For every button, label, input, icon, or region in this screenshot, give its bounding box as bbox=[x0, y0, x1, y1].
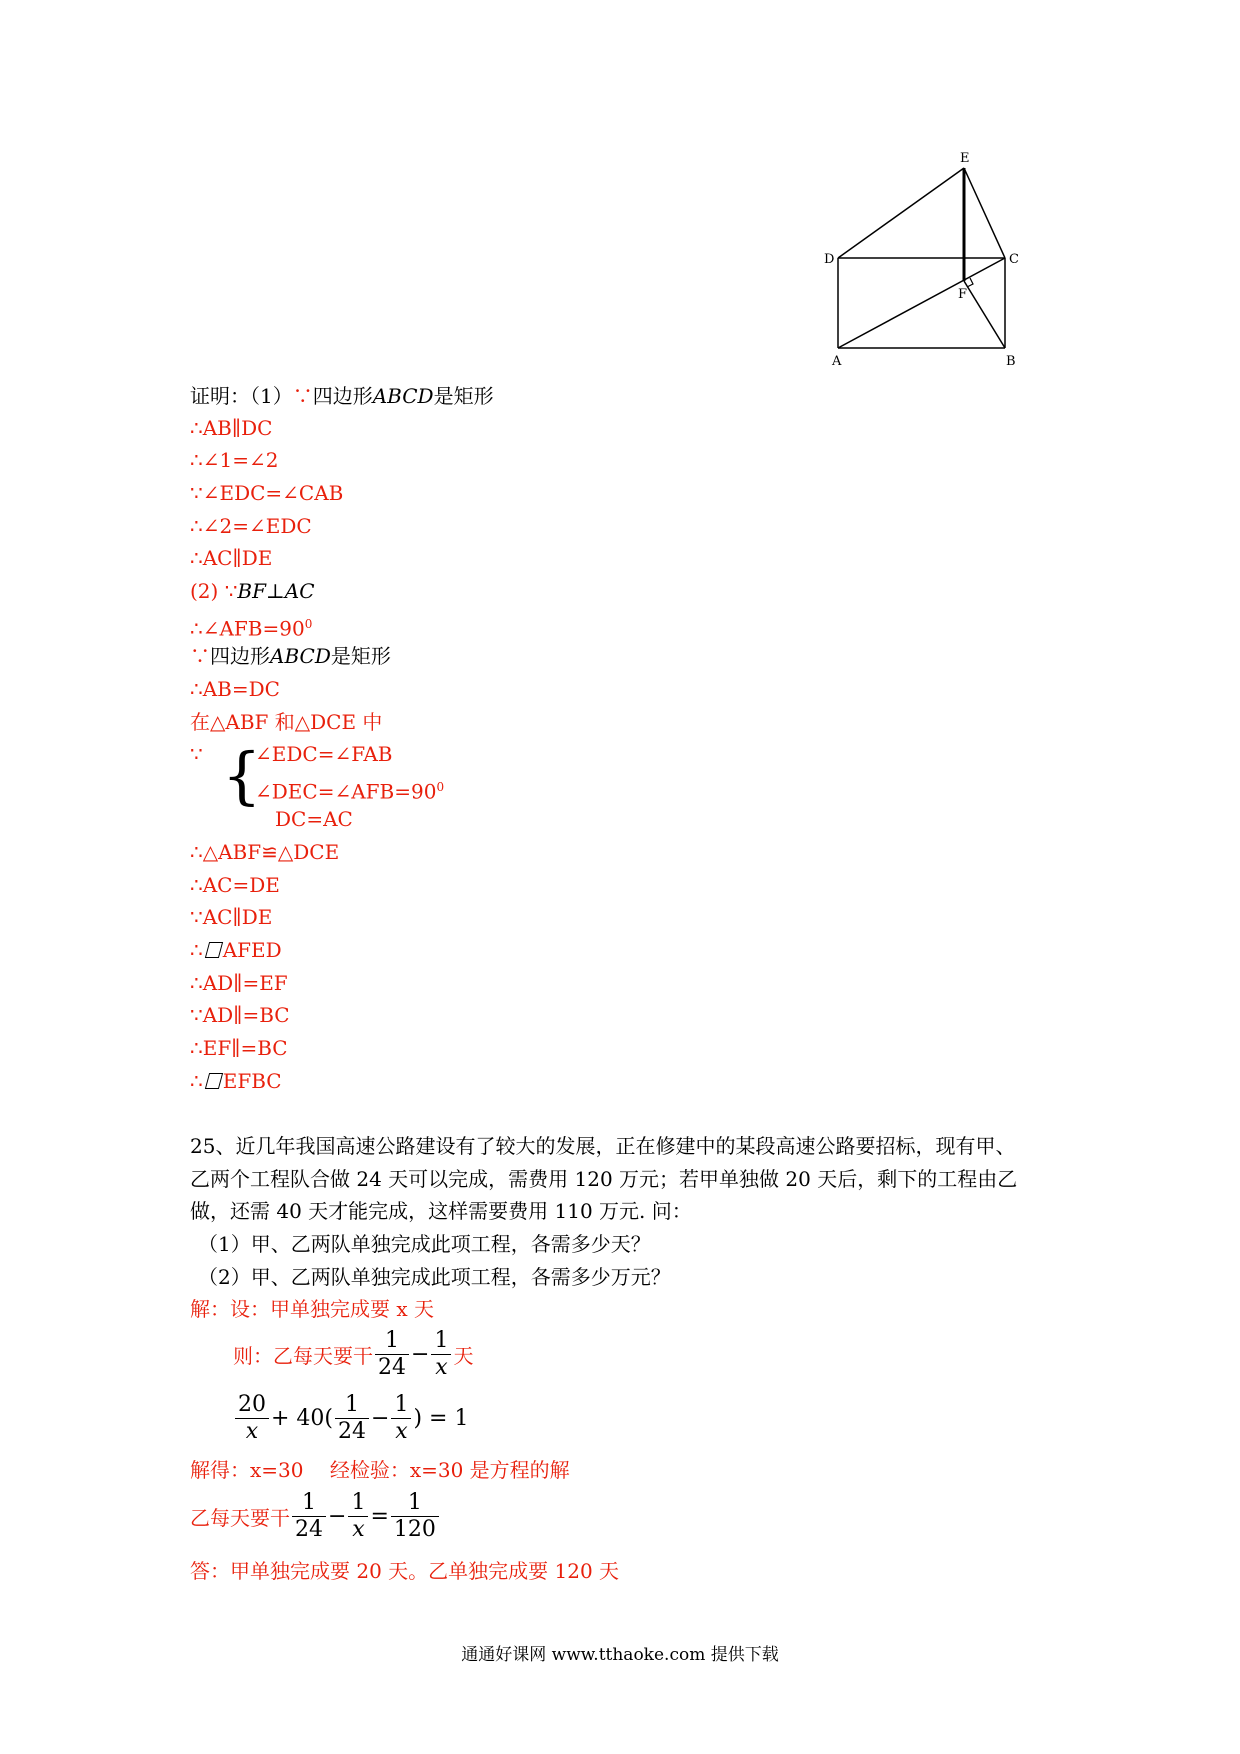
proof-line-11: 在△ABF 和△DCE 中 bbox=[190, 710, 383, 734]
solution-text: 乙每天要干 bbox=[190, 1506, 290, 1530]
fraction bbox=[235, 1392, 269, 1445]
proof-line-4: ∵∠EDC=∠CAB bbox=[190, 481, 344, 505]
perpendicular-statement: BF⊥AC bbox=[237, 579, 315, 603]
solution-text: 则：乙每天要干 bbox=[233, 1344, 373, 1368]
problem-25-question-1: （1）甲、乙两队单独完成此项工程，各需多少天？ bbox=[198, 1232, 651, 1256]
fraction bbox=[292, 1490, 326, 1543]
denominator: x bbox=[435, 1355, 448, 1380]
equals-sign: = bbox=[370, 1504, 389, 1529]
angle-dec: ∠DEC=∠AFB=90 bbox=[255, 779, 437, 804]
problem-25-line-3: 做，还需 40 天才能完成，这样需要费用 110 万元. 问： bbox=[190, 1199, 692, 1223]
problem-25-line-1: 25、近几年我国高速公路建设有了较大的发展，正在修建中的某段高速公路要招标，现有甲、 bbox=[190, 1134, 1016, 1158]
proof-text: 四边形 bbox=[210, 644, 270, 668]
proof-tail: 是矩形 bbox=[330, 644, 391, 668]
denominator: 24 bbox=[378, 1355, 406, 1380]
proof-line-17: ∴AD∥=EF bbox=[190, 971, 288, 995]
solution-line-4 bbox=[190, 1490, 441, 1543]
proof-line-19: ∴EF∥=BC bbox=[190, 1036, 288, 1060]
proof-text: 四边形 bbox=[312, 384, 373, 408]
left-brace: { bbox=[222, 739, 262, 812]
label-c: C bbox=[1009, 252, 1019, 267]
proof-var: ABCD bbox=[372, 384, 434, 408]
brace-line-2 bbox=[255, 774, 444, 805]
minus-sign: − bbox=[411, 1342, 430, 1367]
angle-afb: ∴∠AFB=90 bbox=[190, 616, 305, 641]
brace-line-3: DC=AC bbox=[275, 807, 353, 831]
numerator: 1 bbox=[431, 1328, 451, 1355]
proof-line-10: ∴AB=DC bbox=[190, 677, 280, 701]
proof-line-2: ∴AB∥DC bbox=[190, 416, 273, 440]
label-f: F bbox=[958, 287, 968, 302]
proof-line-6: ∴AC∥DE bbox=[190, 546, 273, 570]
proof-line-3: ∴∠1=∠2 bbox=[190, 448, 279, 472]
parallelogram-name: EFBC bbox=[222, 1069, 282, 1093]
geometry-figure bbox=[810, 150, 1030, 370]
proof-prefix: 证明：（1） bbox=[190, 384, 293, 408]
degree-sup: 0 bbox=[304, 617, 313, 631]
solution-text: 天 bbox=[453, 1344, 474, 1368]
minus-sign: − bbox=[371, 1406, 390, 1431]
segment-ac bbox=[838, 258, 1005, 348]
because-symbol: ∵ bbox=[292, 384, 313, 408]
segment-de bbox=[838, 168, 964, 258]
proof-var: ABCD bbox=[270, 644, 331, 668]
parallelogram-icon bbox=[205, 942, 223, 958]
equation bbox=[233, 1392, 468, 1445]
label-b: B bbox=[1006, 354, 1016, 369]
proof-line-13: ∴△ABF≌△DCE bbox=[190, 840, 340, 864]
proof-line-14: ∴AC=DE bbox=[190, 873, 280, 897]
parallelogram-name: AFED bbox=[222, 938, 282, 962]
proof-line-20 bbox=[190, 1068, 282, 1094]
numerator: 1 bbox=[391, 1490, 439, 1517]
denominator: 24 bbox=[338, 1419, 367, 1444]
denominator: x bbox=[245, 1419, 259, 1444]
segment-ec bbox=[964, 168, 1005, 258]
numerator: 20 bbox=[235, 1392, 269, 1419]
fraction bbox=[391, 1392, 411, 1445]
minus-sign: − bbox=[328, 1504, 347, 1529]
denominator: 24 bbox=[295, 1517, 323, 1542]
denominator: 120 bbox=[393, 1517, 436, 1542]
segment-bf bbox=[964, 281, 1005, 348]
numerator: 1 bbox=[391, 1392, 411, 1419]
numerator: 1 bbox=[375, 1328, 409, 1355]
parallelogram-icon bbox=[205, 1073, 223, 1089]
denominator: x bbox=[352, 1517, 365, 1542]
proof-line-9 bbox=[190, 643, 391, 669]
proof-line-12: ∵ bbox=[190, 742, 203, 766]
label-e: E bbox=[960, 151, 970, 166]
proof-line-5: ∴∠2=∠EDC bbox=[190, 514, 312, 538]
label-d: D bbox=[824, 252, 835, 267]
proof-line-15: ∵AC∥DE bbox=[190, 905, 273, 929]
solution-line-1: 解：设：甲单独完成要 x 天 bbox=[190, 1297, 434, 1321]
fraction bbox=[391, 1490, 439, 1543]
fraction bbox=[335, 1392, 369, 1445]
proof-tail: 是矩形 bbox=[433, 384, 494, 408]
equation-tail: ) = 1 bbox=[413, 1406, 469, 1431]
label-a: A bbox=[832, 354, 842, 369]
fraction bbox=[431, 1328, 451, 1381]
numerator: 1 bbox=[335, 1392, 369, 1419]
fraction bbox=[375, 1328, 409, 1381]
fraction bbox=[348, 1490, 368, 1543]
equation-mid: + 40( bbox=[271, 1406, 334, 1431]
right-angle-mark bbox=[967, 278, 973, 287]
proof-line-18: ∵AD∥=BC bbox=[190, 1003, 290, 1027]
proof-line-7 bbox=[190, 578, 315, 604]
because-symbol: ∵ bbox=[190, 644, 210, 668]
problem-25-question-2: （2）甲、乙两队单独完成此项工程，各需多少万元？ bbox=[198, 1265, 671, 1289]
proof-line-8 bbox=[190, 611, 312, 642]
proof-line-16 bbox=[190, 937, 282, 963]
part-two-label: (2) ∵ bbox=[190, 579, 238, 603]
problem-25-line-2: 乙两个工程队合做 24 天可以完成，需费用 120 万元；若甲单独做 20 天后，剩下的工程由乙 bbox=[190, 1167, 1018, 1191]
denominator: x bbox=[395, 1419, 408, 1444]
degree-sup: 0 bbox=[436, 780, 445, 794]
therefore-symbol: ∴ bbox=[190, 938, 203, 962]
numerator: 1 bbox=[292, 1490, 326, 1517]
brace-line-1: ∠EDC=∠FAB bbox=[255, 742, 393, 766]
page-footer: 通通好课网 www.tthaoke.com 提供下载 bbox=[461, 1645, 779, 1665]
therefore-symbol: ∴ bbox=[190, 1069, 203, 1093]
solution-line-3: 解得：x=30 经检验：x=30 是方程的解 bbox=[190, 1458, 570, 1482]
proof-line-1 bbox=[190, 383, 494, 409]
solution-line-2 bbox=[233, 1328, 473, 1381]
solution-answer: 答：甲单独完成要 20 天。乙单独完成要 120 天 bbox=[190, 1559, 620, 1583]
numerator: 1 bbox=[348, 1490, 368, 1517]
